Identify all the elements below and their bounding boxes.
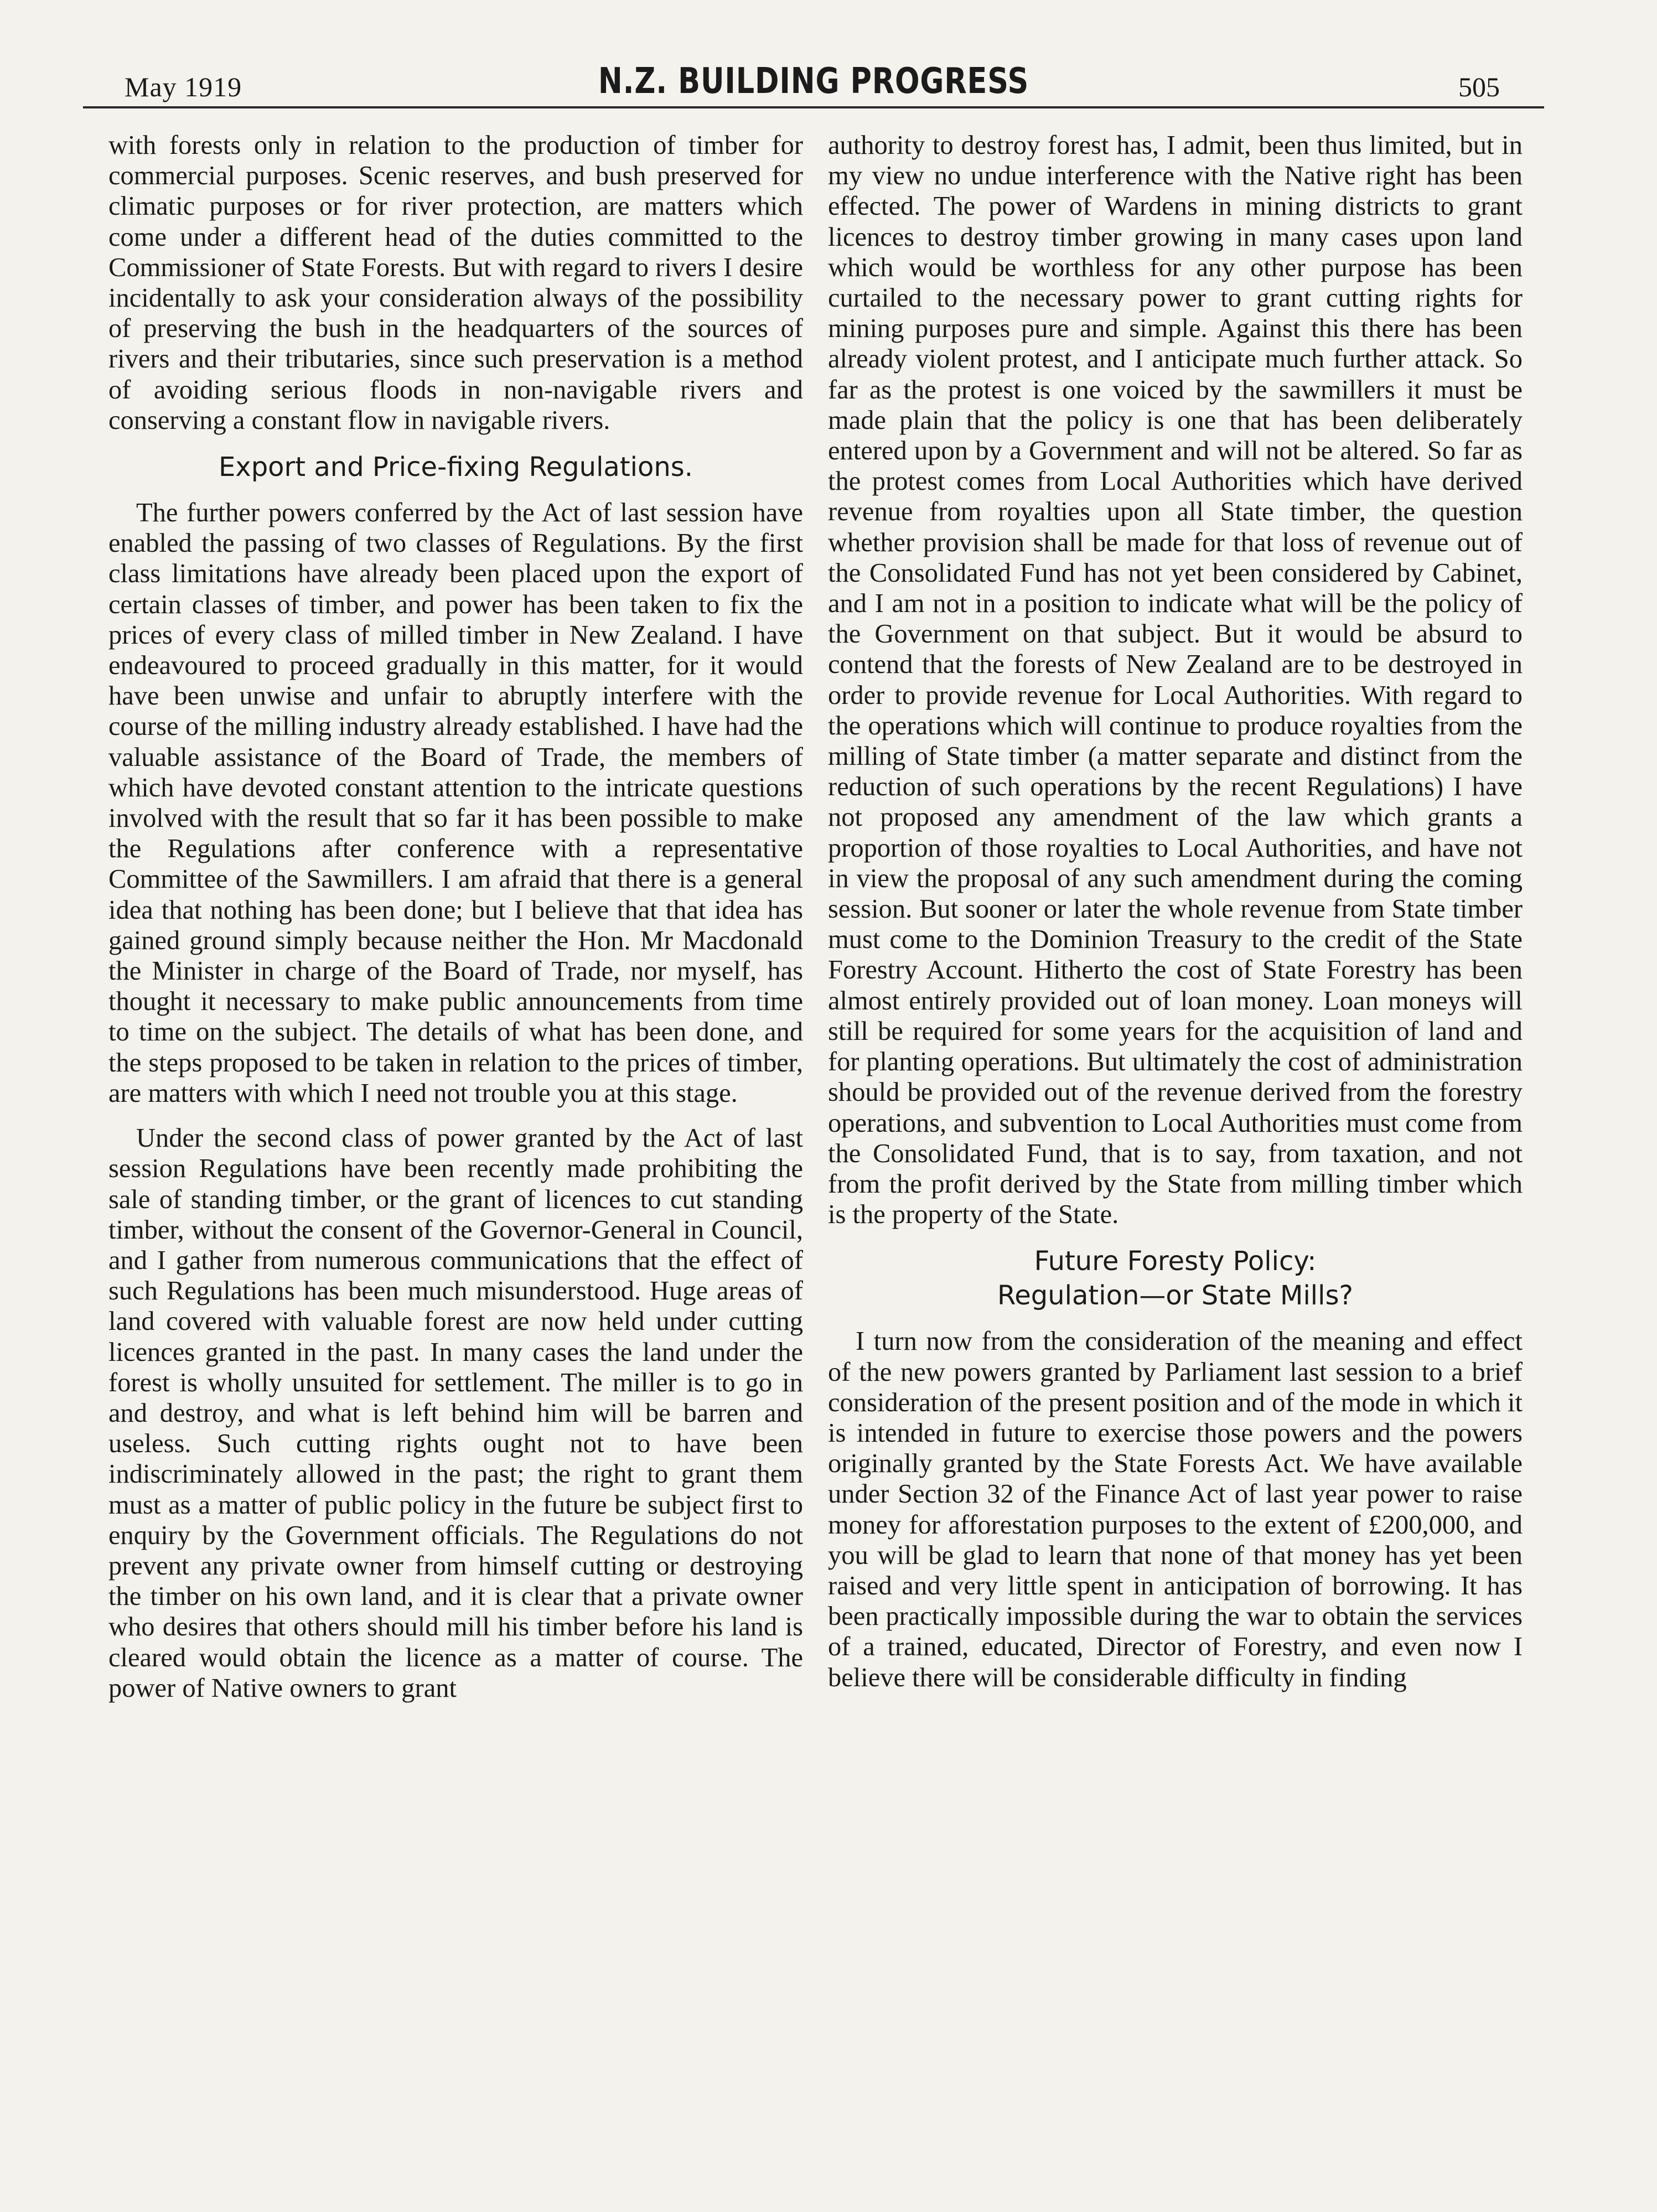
section-heading-line: Regulation—or State Mills? <box>997 1280 1353 1312</box>
section-heading-line: Future Foresty Policy: <box>1034 1246 1317 1277</box>
paragraph: The further powers conferred by the Act of last session have enabled the passing of two classes of Regulations. By the first class limitations have already been placed upon the export of certain classes of timber, and power has been taken to fix the prices of every class of milled timber in New Zealand. I have endeavoured to proceed gradually in this matter, for it would have been unwise and unfair to abruptly interfere with the course of the milling industry already established. I have had the valuable assistance of the Board of Trade, the members of which have devoted constant attention to the intricate questions involved with the result that so far it has been possible to make the Regulations after conference with a representative Committee of the Sawmillers. I am afraid that there is a general idea that nothing has been done; but I believe that that idea has gained ground simply because neither the Hon. Mr Macdonald the Minister in charge of the Board of Trade, nor myself, has thought it necessary to make public announcements from time to time on the subject. The details of what has been done, and the steps proposed to be taken in relation to the prices of timber, are matters with which I need not trouble you at this stage. <box>108 498 803 1108</box>
paragraph: authority to destroy forest has, I admit, been thus limited, but in my view no undue interference with the Native right has been effected. The power of Wardens in mining districts to grant licences to destroy timber growing in many cases upon land which would be worthless for any other purpose has been curtailed to the necessary power to grant cutting rights for mining purposes pure and simple. Against this there has been already violent protest, and I anticipate much further attack. So far as the protest is one voiced by the sawmillers it must be made plain that the policy is one that has been deliberately entered upon by a Government and will not be altered. So far as the protest comes from Local Authorities which have derived revenue from royalties upon all State timber, the question whether provision shall be made for that loss of revenue out of the Consolidated Fund has not yet been considered by Cabinet, and I am not in a position to indicate what will be the policy of the Government on that subject. But it would be absurd to contend that the forests of New Zealand are to be destroyed in order to provide revenue for Local Authorities. With regard to the operations which will continue to produce royalties from the milling of State timber (a matter separate and distinct from the reduction of such operations by the recent Regulations) I have not proposed any amendment of the law which grants a proportion of those royalties to Local Authorities, and have not in view the proposal of any such amendment during the coming session. But sooner or later the whole revenue from State timber must come to the Dominion Treasury to the credit of the State Forestry Account. Hitherto the cost of State Forestry has been almost entirely provided out of loan money. Loan moneys will still be required for some years for the acquisition of land and for planting operations. But ultimately the cost of administration should be provided out of the revenue derived from the forestry operations, and subvention to Local Authorities must come from the Consolidated Fund, that is to say, from taxation, and not from the profit derived by the State from milling timber which is the property of the State. <box>828 131 1523 1230</box>
header-rule <box>83 106 1544 108</box>
page-number: 505 <box>1458 71 1500 102</box>
left-column <box>108 130 803 2183</box>
publication-title: N.Z. BUILDING PROGRESS <box>598 61 1029 102</box>
section-heading <box>108 450 803 484</box>
paragraph: Under the second class of power granted by the Act of last session Regulations have been recently made prohibiting the sale of standing timber, or the grant of licences to cut standing timber, without the consent of the Governor-General in Council, and I gather from numerous communications that the effect of such Regulations has been much misunderstood. Huge areas of land covered with valuable forest are now held under cutting licences granted in the past. In many cases the land under the forest is wholly unsuited for settlement. The miller is to go in and destroy, and what is left behind him will be barren and useless. Such cutting rights ought not to have been indiscriminately allowed in the past; the right to grant them must as a matter of public policy in the future be subject first to enquiry by the Government officials. The Regulations do not prevent any private owner from himself cutting or destroying the timber on his own land, and it is clear that a private owner who desires that others should mill his timber before his land is cleared would obtain the licence as a matter of course. The power of Native owners to grant <box>108 1123 803 1703</box>
paragraph: I turn now from the consideration of the meaning and effect of the new powers granted by Parliament last session to a brief consideration of the present position and of the mode in which it is intended in future to exercise those powers and the powers originally granted by the State Forests Act. We have available under Section 32 of the Finance Act of last year power to raise money for afforestation purposes to the extent of £200,000, and you will be glad to learn that none of that money has yet been raised and very little spent in anticipation of borrowing. It has been practically impossible during the war to obtain the services of a trained, educated, Director of Forestry, and even now I believe there will be considerable difficulty in finding <box>828 1327 1523 1692</box>
paragraph: with forests only in relation to the production of timber for commercial purposes. Scenic reserves, and bush preserved for climatic purposes or for river protection, are matters which come under a different head of the duties committed to the Commissioner of State Forests. But with regard to rivers I desire incidentally to ask your consideration always of the possibility of preserving the bush in the headquarters of the sources of rivers and their tributaries, since such preservation is a method of avoiding serious floods in non-navigable rivers and conserving a constant flow in navigable rivers. <box>108 131 803 435</box>
section-heading <box>828 1244 1523 1313</box>
right-column <box>828 130 1523 2183</box>
section-heading-text: Export and Price-fixing Regulations. <box>218 452 693 483</box>
issue-date: May 1919 <box>125 71 242 102</box>
